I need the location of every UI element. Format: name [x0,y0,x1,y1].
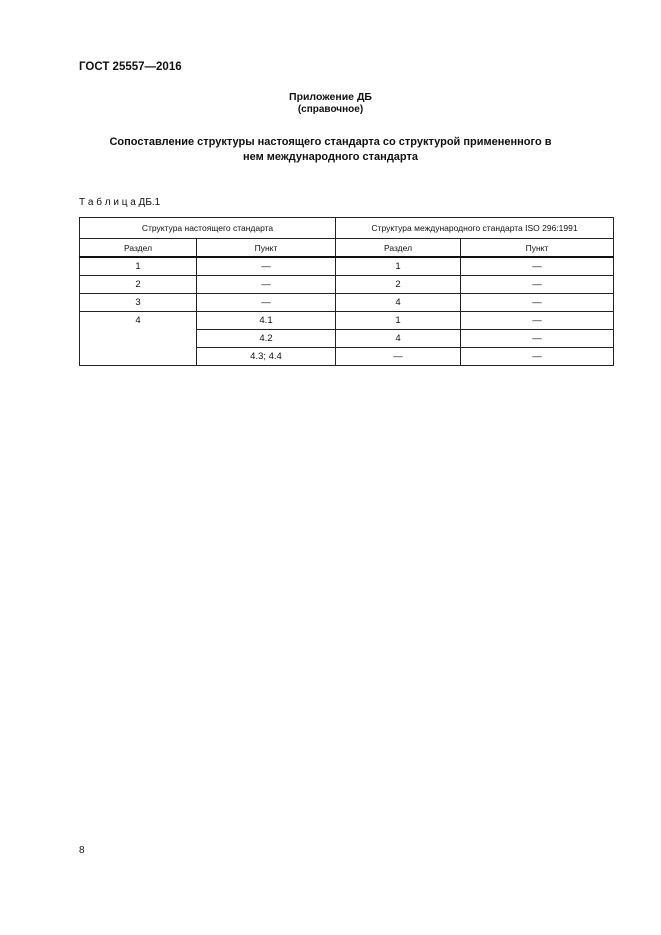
table-cell: 2 [336,276,461,294]
table-cell: — [461,348,614,366]
table-cell: — [336,348,461,366]
table-cell: — [197,276,336,294]
table-cell: — [461,330,614,348]
appendix-title: Приложение ДБ [289,91,372,103]
table-cell: 4.1 [197,312,336,330]
table-cell: — [461,312,614,330]
table-cell: — [461,276,614,294]
table-row [80,257,614,276]
structure-comparison-table [79,217,614,366]
table-row [80,276,614,294]
table-cell: 2 [80,276,197,294]
table-cell: — [461,294,614,312]
table-cell: 4 [80,312,197,366]
table-cell: 4 [336,330,461,348]
sub-header-clause: Пункт [197,239,336,258]
group-header-international: Структура международного стандарта ISO 296:1991 [336,218,614,239]
table-cell: 1 [336,257,461,276]
table-cell: 4.2 [197,330,336,348]
table-cell: — [197,294,336,312]
table-cell: 4 [336,294,461,312]
section-title: Сопоставление структуры настоящего стандарта со структурой примененного в нем международного стандарта [109,136,552,163]
table-cell: 1 [80,257,197,276]
sub-header-section: Раздел [336,239,461,258]
table-cell: 4.3; 4.4 [197,348,336,366]
sub-header-section: Раздел [80,239,197,258]
table-cell: 1 [336,312,461,330]
table-row [80,312,614,330]
table-cell: — [461,257,614,276]
group-header-national: Структура настоящего стандарта [80,218,336,239]
table-cell: — [197,257,336,276]
table-row [80,294,614,312]
sub-header-clause: Пункт [461,239,614,258]
appendix-subtitle: (справочное) [297,104,364,115]
page-number: 8 [79,845,85,856]
table-cell: 3 [80,294,197,312]
table-caption: Т а б л и ц а ДБ.1 [79,197,161,208]
document-code: ГОСТ 25557—2016 [79,61,182,73]
